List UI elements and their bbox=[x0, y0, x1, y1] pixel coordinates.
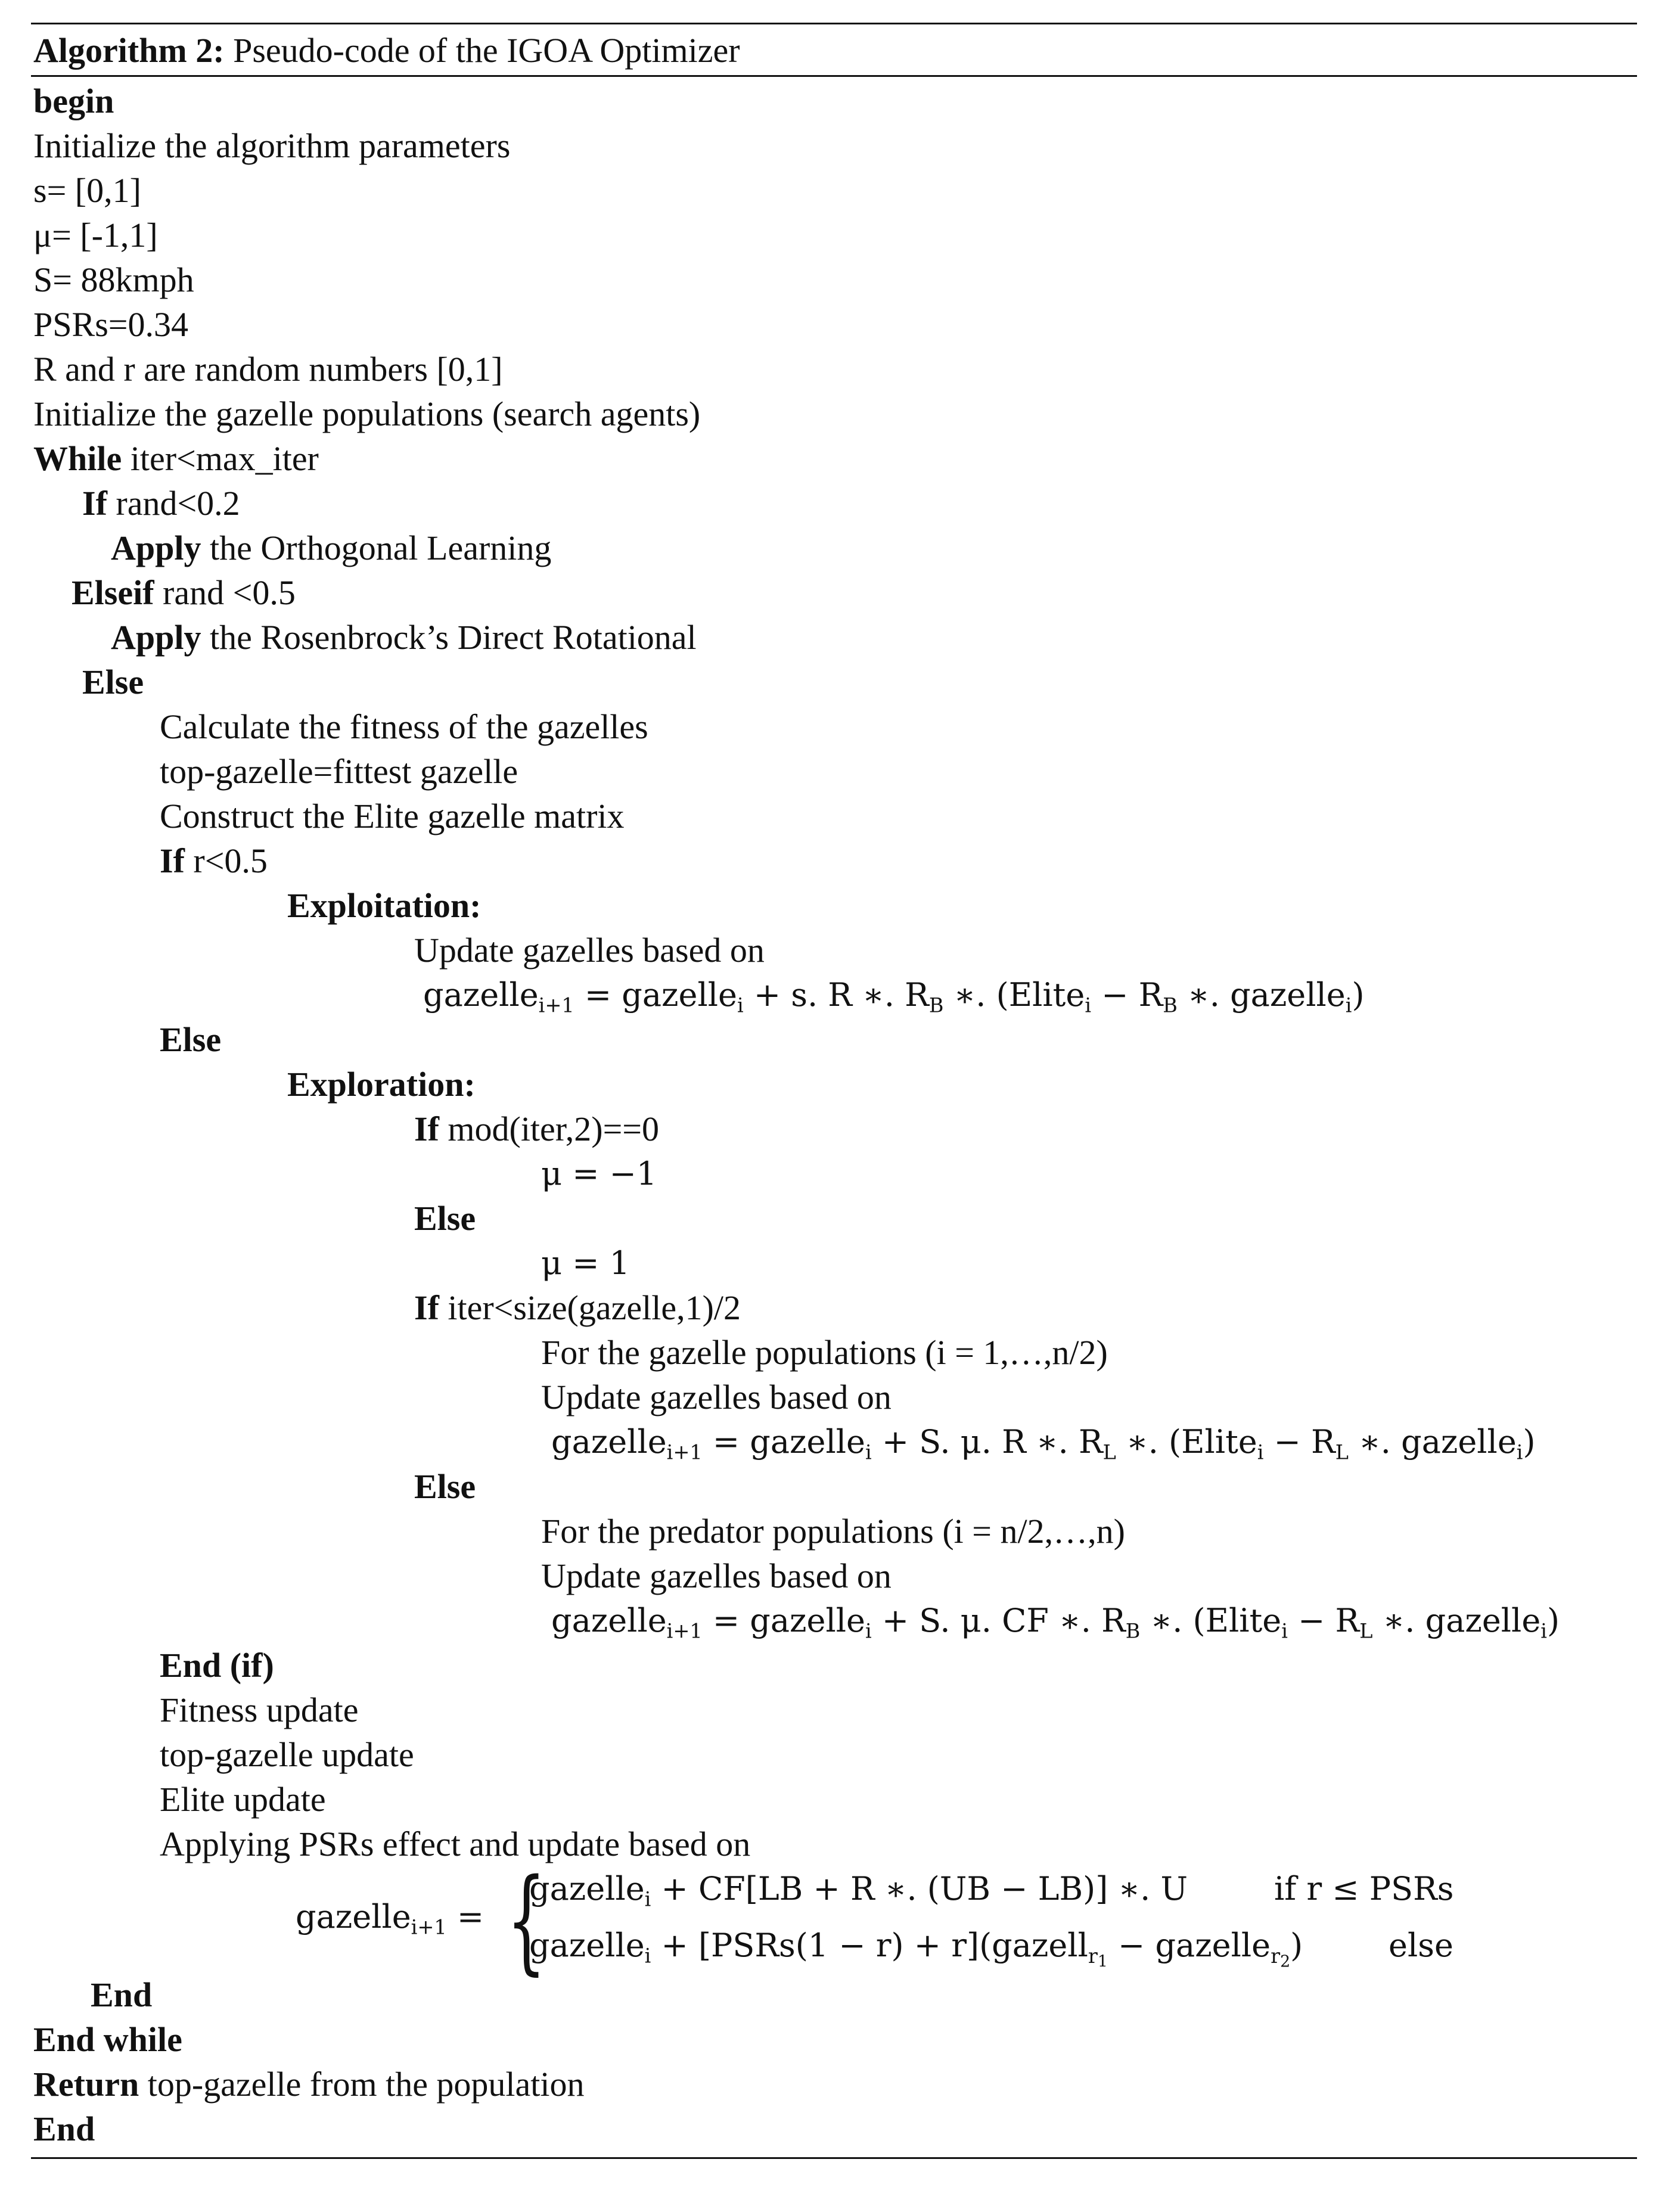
exploration-equation-gazelle: gazelle$_{i+1}$ = gazelle$_i$ + S. μ. R ∗. $R_L$ ∗. (Elite$_i$ − $R_L$ ∗. gazelle$_i$) bbox=[551, 1423, 1536, 1464]
if-keyword: If bbox=[82, 484, 107, 523]
if-rand-line bbox=[82, 486, 240, 521]
apply-ol-line bbox=[111, 531, 551, 566]
top-rule bbox=[31, 23, 1637, 24]
end-if-keyword: End (if) bbox=[160, 1646, 274, 1685]
update-based-line-3: Update gazelles based on bbox=[541, 1557, 892, 1595]
piecewise-case-1: gazelle$_i$ + CF[LB + R ∗. (UB − LB)] ∗. U bbox=[529, 1870, 1188, 1911]
piecewise-case-2-condition: else bbox=[1389, 1927, 1453, 1964]
elseif-keyword: Elseif bbox=[72, 573, 154, 612]
if-iter-line bbox=[414, 1288, 741, 1327]
random-line: R and r are random numbers [0,1] bbox=[33, 350, 503, 389]
algorithm-header bbox=[33, 33, 740, 68]
else-keyword: Else bbox=[414, 1467, 476, 1506]
return-keyword: Return bbox=[33, 2065, 139, 2104]
s-range-line: s= [0,1] bbox=[33, 171, 141, 210]
mu-positive-line: μ = 1 bbox=[541, 1244, 630, 1282]
speed-line: S= 88kmph bbox=[33, 260, 194, 299]
mu-range-line: μ= [-1,1] bbox=[33, 216, 158, 254]
if-iter-condition: iter<size(gazelle,1)/2 bbox=[439, 1288, 741, 1327]
exploration-equation-predator: gazelle$_{i+1}$ = gazelle$_i$ + S. μ. CF ∗. $R_B$ ∗. (Elite$_i$ − $R_L$ ∗. gazelle$_i$) bbox=[551, 1602, 1560, 1643]
init-pop-line: Initialize the gazelle populations (search agents) bbox=[33, 394, 701, 433]
return-text: top-gazelle from the population bbox=[139, 2065, 585, 2104]
else-keyword: Else bbox=[82, 663, 144, 701]
apply-rdr-line bbox=[111, 620, 697, 655]
return-line bbox=[33, 2067, 585, 2102]
algorithm-title: Pseudo-code of the IGOA Optimizer bbox=[233, 31, 740, 70]
elseif-line bbox=[72, 573, 296, 612]
psrs-effect-line: Applying PSRs effect and update based on bbox=[160, 1825, 751, 1863]
psrs-line: PSRs=0.34 bbox=[33, 305, 188, 344]
calc-fitness-line: Calculate the fitness of the gazelles bbox=[160, 707, 648, 746]
elite-update-line: Elite update bbox=[160, 1780, 326, 1819]
construct-elite-line: Construct the Elite gazelle matrix bbox=[160, 797, 625, 835]
top-gazelle-update-line: top-gazelle update bbox=[160, 1735, 414, 1774]
else-keyword: Else bbox=[160, 1020, 222, 1059]
for-gazelle-line: For the gazelle populations (i = 1,…,n/2) bbox=[541, 1333, 1108, 1372]
elseif-condition: rand <0.5 bbox=[154, 573, 296, 612]
while-condition: iter<max_iter bbox=[122, 439, 319, 478]
exploitation-heading: Exploitation: bbox=[287, 886, 482, 925]
piecewise-case-2: gazelle$_i$ + [PSRs(1 − r) + r](gazell$_{r_1}$ − gazelle$_{r_2}$) bbox=[529, 1927, 1303, 1971]
update-based-line-1: Update gazelles based on bbox=[414, 931, 765, 970]
if-keyword: If bbox=[414, 1110, 439, 1148]
algorithm-label: Algorithm 2: bbox=[33, 31, 225, 70]
apply-ol-text: the Orthogonal Learning bbox=[201, 529, 552, 567]
final-end-keyword: End bbox=[33, 2110, 95, 2148]
if-r-line bbox=[160, 841, 268, 880]
if-keyword: If bbox=[160, 841, 185, 880]
while-line bbox=[33, 439, 319, 478]
if-rand-condition: rand<0.2 bbox=[107, 484, 240, 523]
init-params-line: Initialize the algorithm parameters bbox=[33, 126, 511, 165]
for-predator-line: For the predator populations (i = n/2,…,n) bbox=[541, 1512, 1125, 1551]
header-rule bbox=[31, 75, 1637, 77]
if-mod-line bbox=[414, 1112, 659, 1147]
update-based-line-2: Update gazelles based on bbox=[541, 1378, 892, 1416]
apply-keyword: Apply bbox=[111, 618, 201, 657]
if-r-condition: r<0.5 bbox=[184, 841, 268, 880]
piecewise-case-1-condition: if r ≤ PSRs bbox=[1274, 1870, 1454, 1907]
begin-keyword: begin bbox=[33, 82, 114, 120]
if-keyword: If bbox=[414, 1288, 439, 1327]
exploration-heading: Exploration: bbox=[287, 1065, 476, 1104]
fitness-update-line: Fitness update bbox=[160, 1691, 359, 1729]
top-gazelle-line: top-gazelle=fittest gazelle bbox=[160, 752, 518, 791]
apply-keyword: Apply bbox=[111, 529, 201, 567]
if-mod-condition: mod(iter,2)==0 bbox=[439, 1110, 660, 1148]
end-keyword: End bbox=[91, 1975, 153, 2014]
apply-rdr-text: the Rosenbrock’s Direct Rotational bbox=[201, 618, 697, 657]
piecewise-lhs: gazelle$_{i+1}$ = bbox=[296, 1898, 484, 1939]
piecewise-brace: { bbox=[507, 1854, 546, 1986]
mu-negative-line: μ = −1 bbox=[541, 1155, 657, 1192]
bottom-rule bbox=[31, 2157, 1637, 2159]
end-while-keyword: End while bbox=[33, 2020, 182, 2059]
while-keyword: While bbox=[33, 439, 122, 478]
else-keyword: Else bbox=[414, 1199, 476, 1238]
exploitation-equation: gazelle$_{i+1}$ = gazelle$_i$ + s. R ∗. $R_B$ ∗. (Elite$_i$ − $R_B$ ∗. gazelle$_i$) bbox=[423, 976, 1365, 1017]
